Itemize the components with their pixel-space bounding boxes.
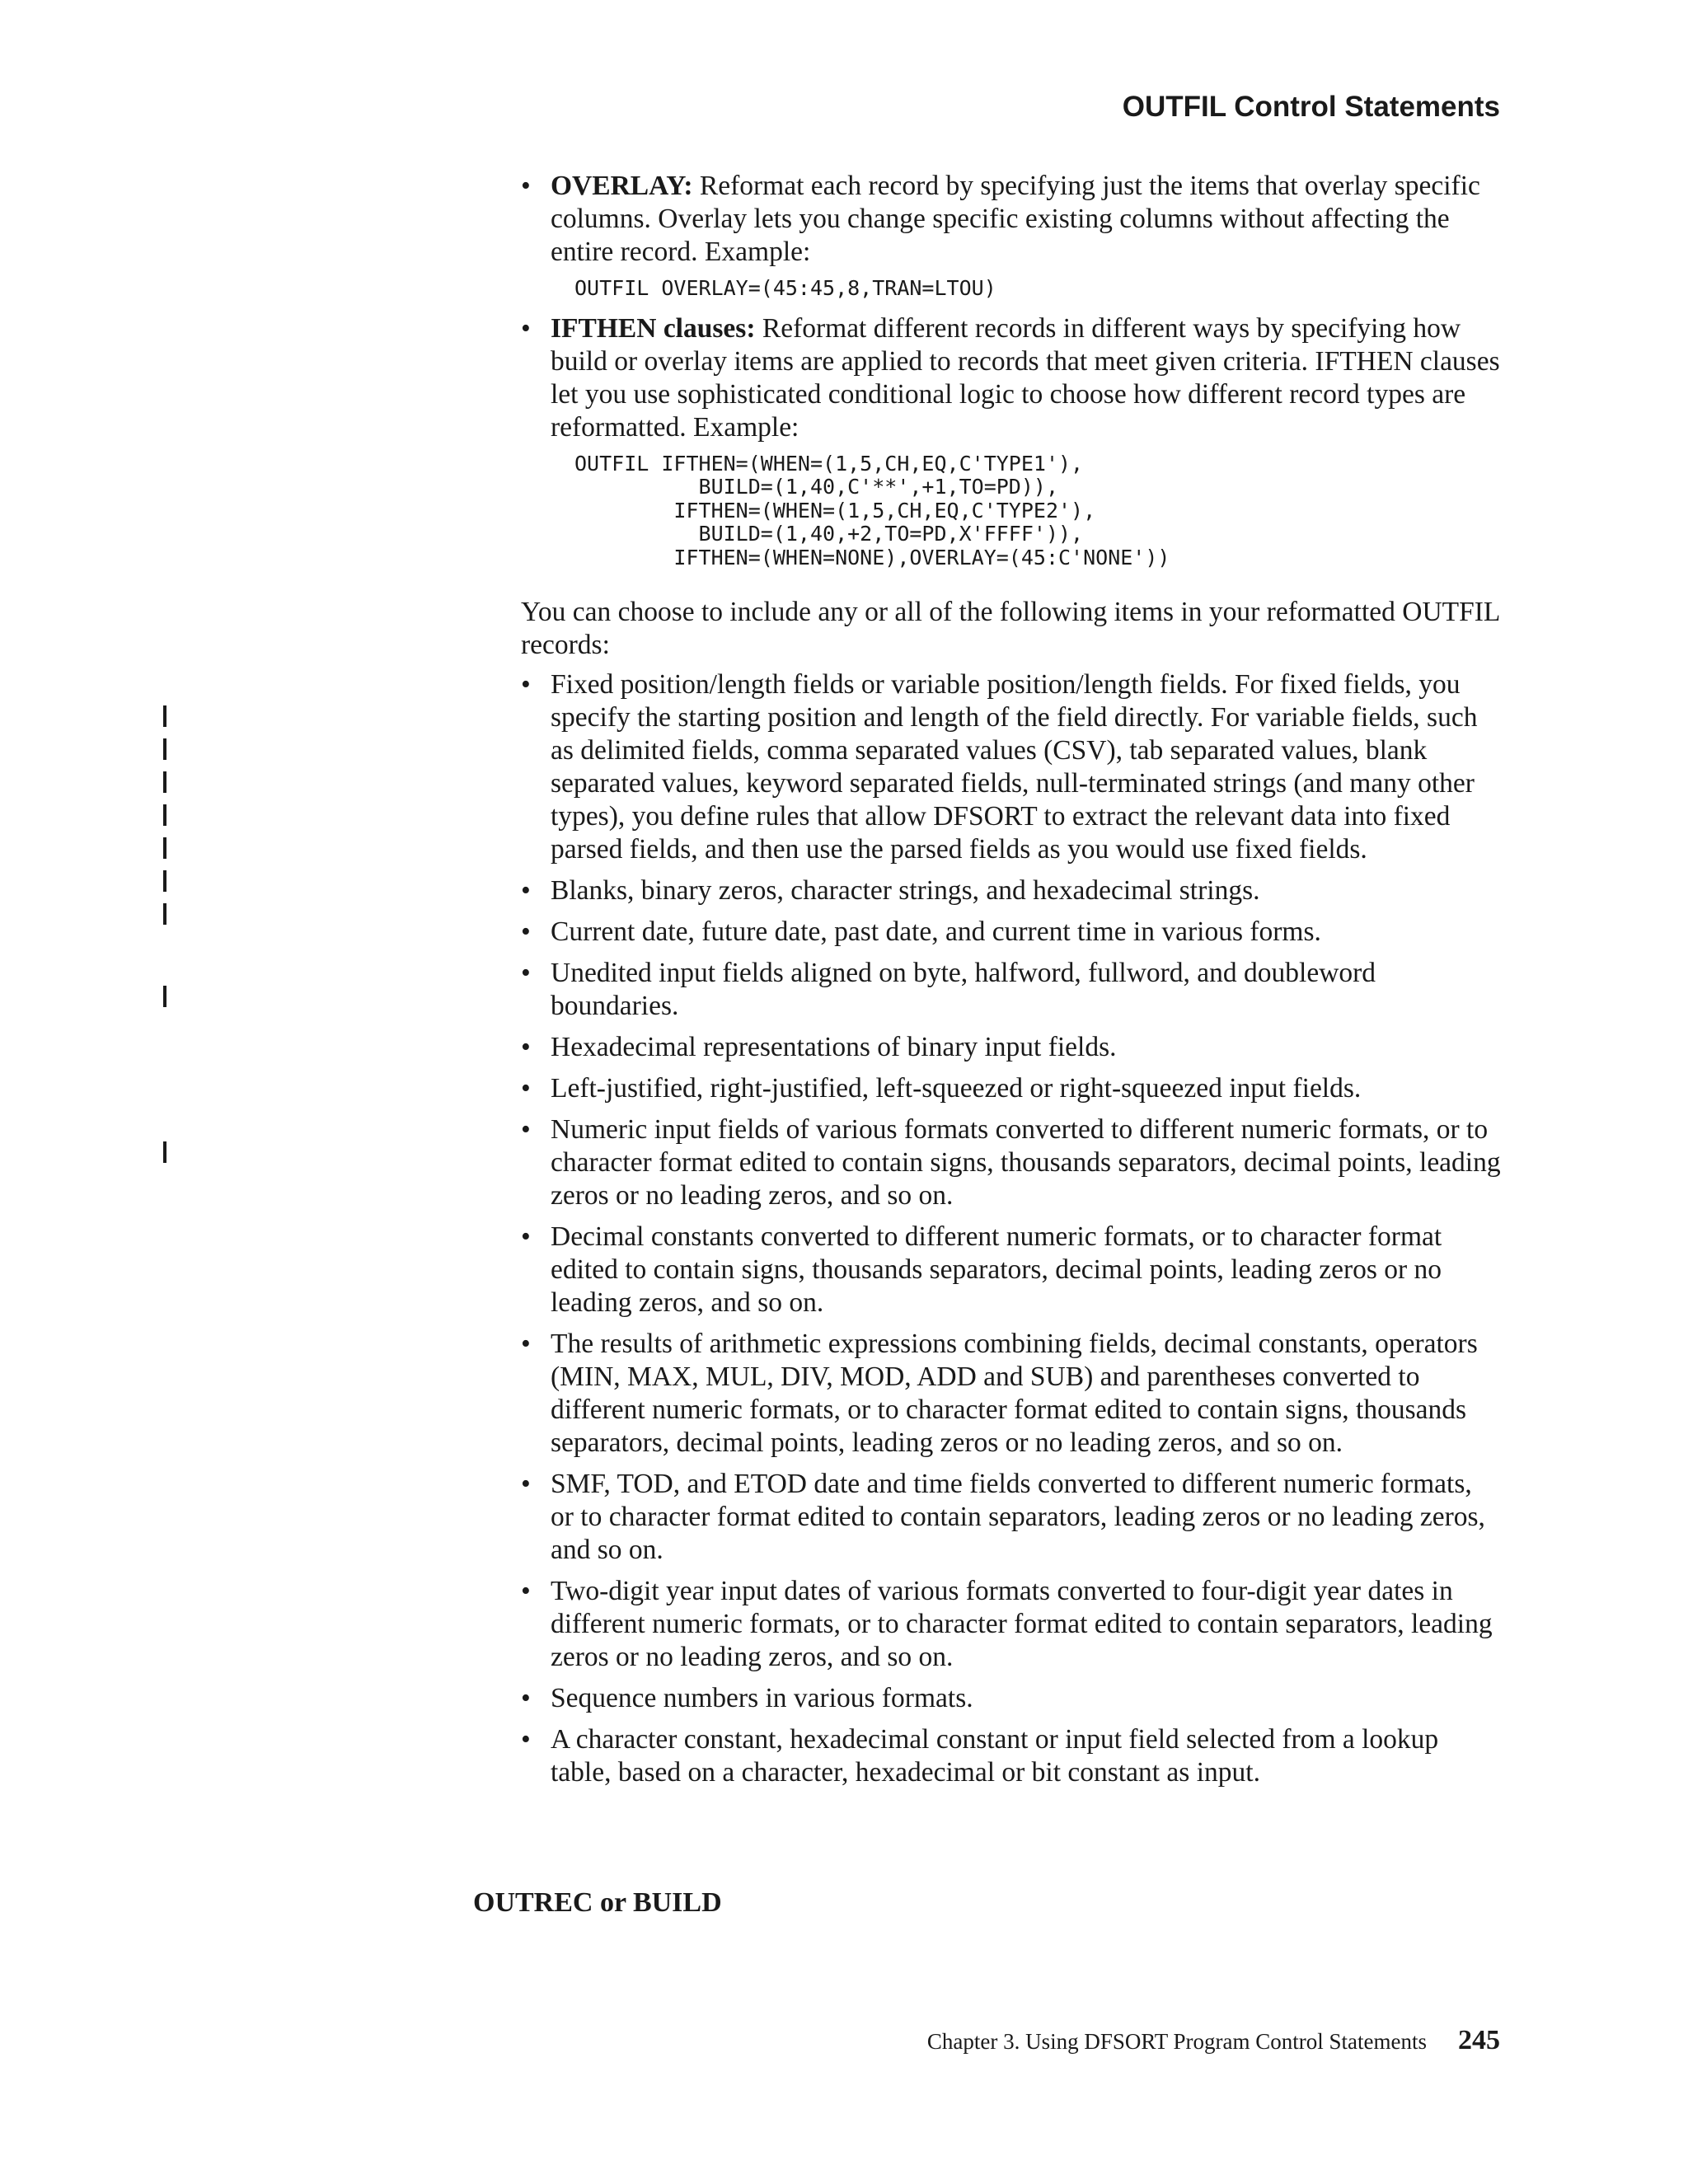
bullet-icon: • [521,1724,531,1755]
item-text: Sequence numbers in various formats. [551,1683,973,1713]
list-item [521,1221,1502,1319]
revision-bar [163,705,166,727]
item-text: Unedited input fields aligned on byte, halfword, fullword, and doubleword boundaries. [551,958,1376,1021]
list-item [521,1468,1502,1567]
bullet-icon: • [521,1073,531,1104]
item-text: Two-digit year input dates of various formats converted to four-digit year dates in different numeric formats, or to character format edited to contain separators, leading zeros or no leading zeros, and so on. [551,1576,1493,1672]
item-text: A character constant, hexadecimal constant or input field selected from a lookup table, based on a character, hexadecimal or bit constant as input. [551,1724,1439,1788]
items-list [521,668,1502,1789]
list-item [521,312,1502,570]
list-item [521,170,1502,301]
list-item [521,1328,1502,1460]
item-text: Current date, future date, past date, and current time in various forms. [551,916,1321,947]
bullet-icon: • [521,312,531,344]
item-text: Numeric input fields of various formats converted to different numeric formats, or to character format edited to contain signs, thousands separators, decimal points, leading zeros or no leading zeros, and so on. [551,1114,1501,1211]
list-item [521,1031,1502,1064]
bullet-icon: • [521,669,531,700]
intro-paragraph: You can choose to include any or all of the following items in your reformatted OUTFIL records: [521,597,1500,660]
list-item [521,1575,1502,1674]
item-text: Reformat different records in different ways by specifying how build or overlay items are applied to records that meet given criteria. IFTHEN clauses let you use sophisticated conditional logic to choose how different record types are reformatted. Example: [551,312,1500,443]
list-item [521,668,1502,866]
list-item [521,1723,1502,1789]
item-text: SMF, TOD, and ETOD date and time fields converted to different numeric formats, or to character format edited to contain separators, leading zeros or no leading zeros, and so on. [551,1469,1485,1565]
code-example: OUTFIL IFTHEN=(WHEN=(1,5,CH,EQ,C'TYPE1'), BUILD=(1,40,C'**',+1,TO=PD)), IFTHEN=(WHEN=(1,5,CH,EQ,C'TYPE2'), BUILD=(1,40,+2,TO=PD,X'FFFF')), IFTHEN=(WHEN=NONE),OVERLAY=(45:C'NONE')) [574,451,1170,569]
item-text: Hexadecimal representations of binary input fields. [551,1032,1117,1062]
code-example: OUTFIL OVERLAY=(45:45,8,TRAN=LTOU) [574,276,996,300]
bullet-icon: • [521,1114,531,1145]
term: IFTHEN clauses: [551,312,756,344]
revision-bar [163,771,166,793]
item-text: The results of arithmetic expressions combining fields, decimal constants, operators (MIN, MAX, MUL, DIV, MOD, ADD and SUB) and parentheses converted to different numeric formats, or to character format edited to contain signs, thousands separators, decimal points, leading zeros or no leading zeros, and so on. [551,1329,1478,1458]
bullet-icon: • [521,916,531,947]
term: OVERLAY: [551,171,693,201]
revision-bar [163,804,166,826]
revision-bar [163,986,166,1007]
list-item [521,1072,1502,1105]
item-text: Left-justified, right-justified, left-squeezed or right-squeezed input fields. [551,1073,1362,1104]
item-text: Reformat each record by specifying just the items that overlay specific columns. Overlay lets you change specific existing columns without affecting the entire record. Example: [551,171,1480,267]
running-head: OUTFIL Control Statements [1122,91,1500,123]
page-number: 245 [1458,2025,1500,2055]
list-item [521,1682,1502,1715]
list-item [521,1113,1502,1212]
bullet-icon: • [521,958,531,988]
bullet-icon: • [521,1576,531,1606]
page-footer [927,2025,1500,2056]
item-text: Blanks, binary zeros, character strings, and hexadecimal strings. [551,875,1260,906]
chapter-title: Chapter 3. Using DFSORT Program Control Statements [926,2029,1427,2054]
revision-bar [163,903,166,925]
reformat-options [521,170,1502,1797]
revision-bar [163,837,166,859]
bullet-icon: • [521,1469,531,1499]
revision-bar [163,870,166,892]
item-text: Fixed position/length fields or variable position/length fields. For fixed fields, you specify the starting position and length of the field directly. For variable fields, such as delimited fields, comma separated values (CSV), tab separated values, blank separated values, keyword separated fields, null-terminated strings (and many other types), you define rules that allow DFSORT to extract the relevant data into fixed parsed fields, and then use the parsed fields as you would use fixed fields. [551,669,1478,865]
bullet-icon: • [521,1032,531,1062]
reformat-options-list [521,170,1502,569]
bullet-icon: • [521,1329,531,1359]
item-text: Decimal constants converted to different numeric formats, or to character format edited to contain signs, thousands separators, decimal points, leading zeros or no leading zeros, and so on. [551,1221,1442,1318]
list-item [521,874,1502,907]
list-item [521,957,1502,1023]
bullet-icon: • [521,875,531,906]
revision-bar [163,1141,166,1163]
revision-bar [163,738,166,760]
bullet-icon: • [521,1221,531,1252]
bullet-icon: • [521,171,531,201]
list-item [521,916,1502,949]
subheading: OUTREC or BUILD [473,1887,722,1918]
bullet-icon: • [521,1683,531,1713]
